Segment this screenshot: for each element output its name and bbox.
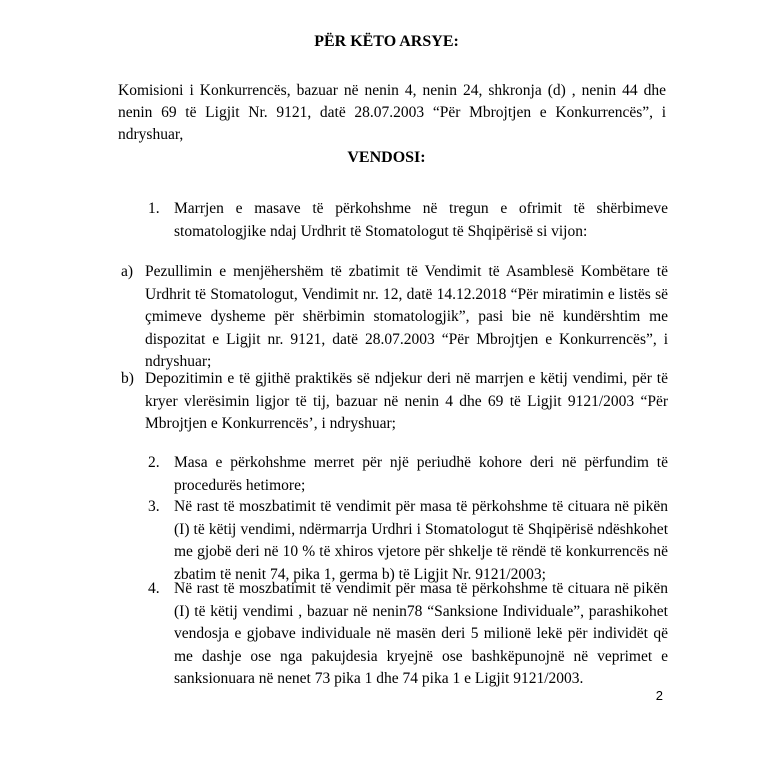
list-item-text: Masa e përkohshme merret për një periudhë kohore deri në përfundim të procedurës hetimore; — [174, 454, 668, 494]
section-heading: PËR KËTO ARSYE: — [314, 33, 459, 50]
sub-item-label: a) — [121, 263, 134, 280]
list-item-number: 2. — [148, 454, 160, 471]
sub-item-text: Pezullimin e menjëhershëm të zbatimit të Vendimit të Asamblesë Kombëtare të Urdhrit të Stomatologut, Vendimit nr. 12, datë 14.12.2018 “Për miratimin e listës së çmimeve dysheme për shërbimin stomatologjik”, pasi bie në kundërshtim me dispozitat e Ligjit nr. 9121, datë 28.07.2003 “Për Mbrojtjen e Konkurrencës”, i ndryshuar; — [145, 263, 668, 370]
list-item-number: 3. — [148, 498, 160, 515]
list-item-text: Marrjen e masave të përkohshme në tregun e ofrimit të shërbimeve stomatologjike ndaj Urdhrit të Stomatologut të Shqipërisë si vijon: — [174, 200, 668, 240]
sub-item-label: b) — [121, 370, 134, 387]
page-number: 2 — [655, 688, 663, 703]
decision-heading: VENDOSI: — [347, 149, 426, 166]
list-item-2 — [148, 452, 668, 498]
list-item-number: 4. — [148, 580, 160, 597]
list-item-text: Në rast të moszbatimit të vendimit për masa të përkohshme të cituara në pikën (I) të këtij vendimi , bazuar në nenin78 “Sanksione Individuale”, parashikohet vendosja e gjobave individuale në masën deri 5 milionë lekë për individët që me dashje ose nga pakujdesia kryejnë ose bashkëpunojnë në veprimet e sanksionuara në nenet 73 pika 1 dhe 74 pika 1 e Ligjit 9121/2003. — [174, 580, 668, 687]
list-item-text: Në rast të moszbatimit të vendimit për masa të përkohshme të cituara në pikën (I) të këtij vendimi, ndërmarrja Urdhri i Stomatologut të Shqipërisë ndëshkohet me gjobë deri në 10 % të xhiros vjetore për shkelje të rëndë të konkurrencës në zbatim të nenit 74, pika 1, germa b) të Ligjit Nr. 9121/2003; — [174, 498, 668, 583]
list-item-number: 1. — [148, 200, 160, 217]
sub-item-b — [121, 368, 668, 438]
sub-item-a — [121, 261, 668, 376]
sub-item-text: Depozitimin e të gjithë praktikës së ndjekur deri në marrjen e këtij vendimi, për të kryer vlerësimin ligjor të tij, bazuar në nenin 4 dhe 69 të Ligjit 9121/2003 “Për Mbrojtjen e Konkurrencës’, i ndryshuar; — [145, 370, 668, 432]
list-item-1 — [148, 198, 668, 248]
intro-paragraph: Komisioni i Konkurrencës, bazuar në nenin 4, nenin 24, shkronja (d) , nenin 44 dhe nenin 69 të Ligjit Nr. 9121, datë 28.07.2003 “Për Mbrojtjen e Konkurrencës”, i ndryshuar, — [118, 82, 666, 143]
list-item-4 — [148, 578, 668, 693]
list-item-3 — [148, 496, 668, 588]
